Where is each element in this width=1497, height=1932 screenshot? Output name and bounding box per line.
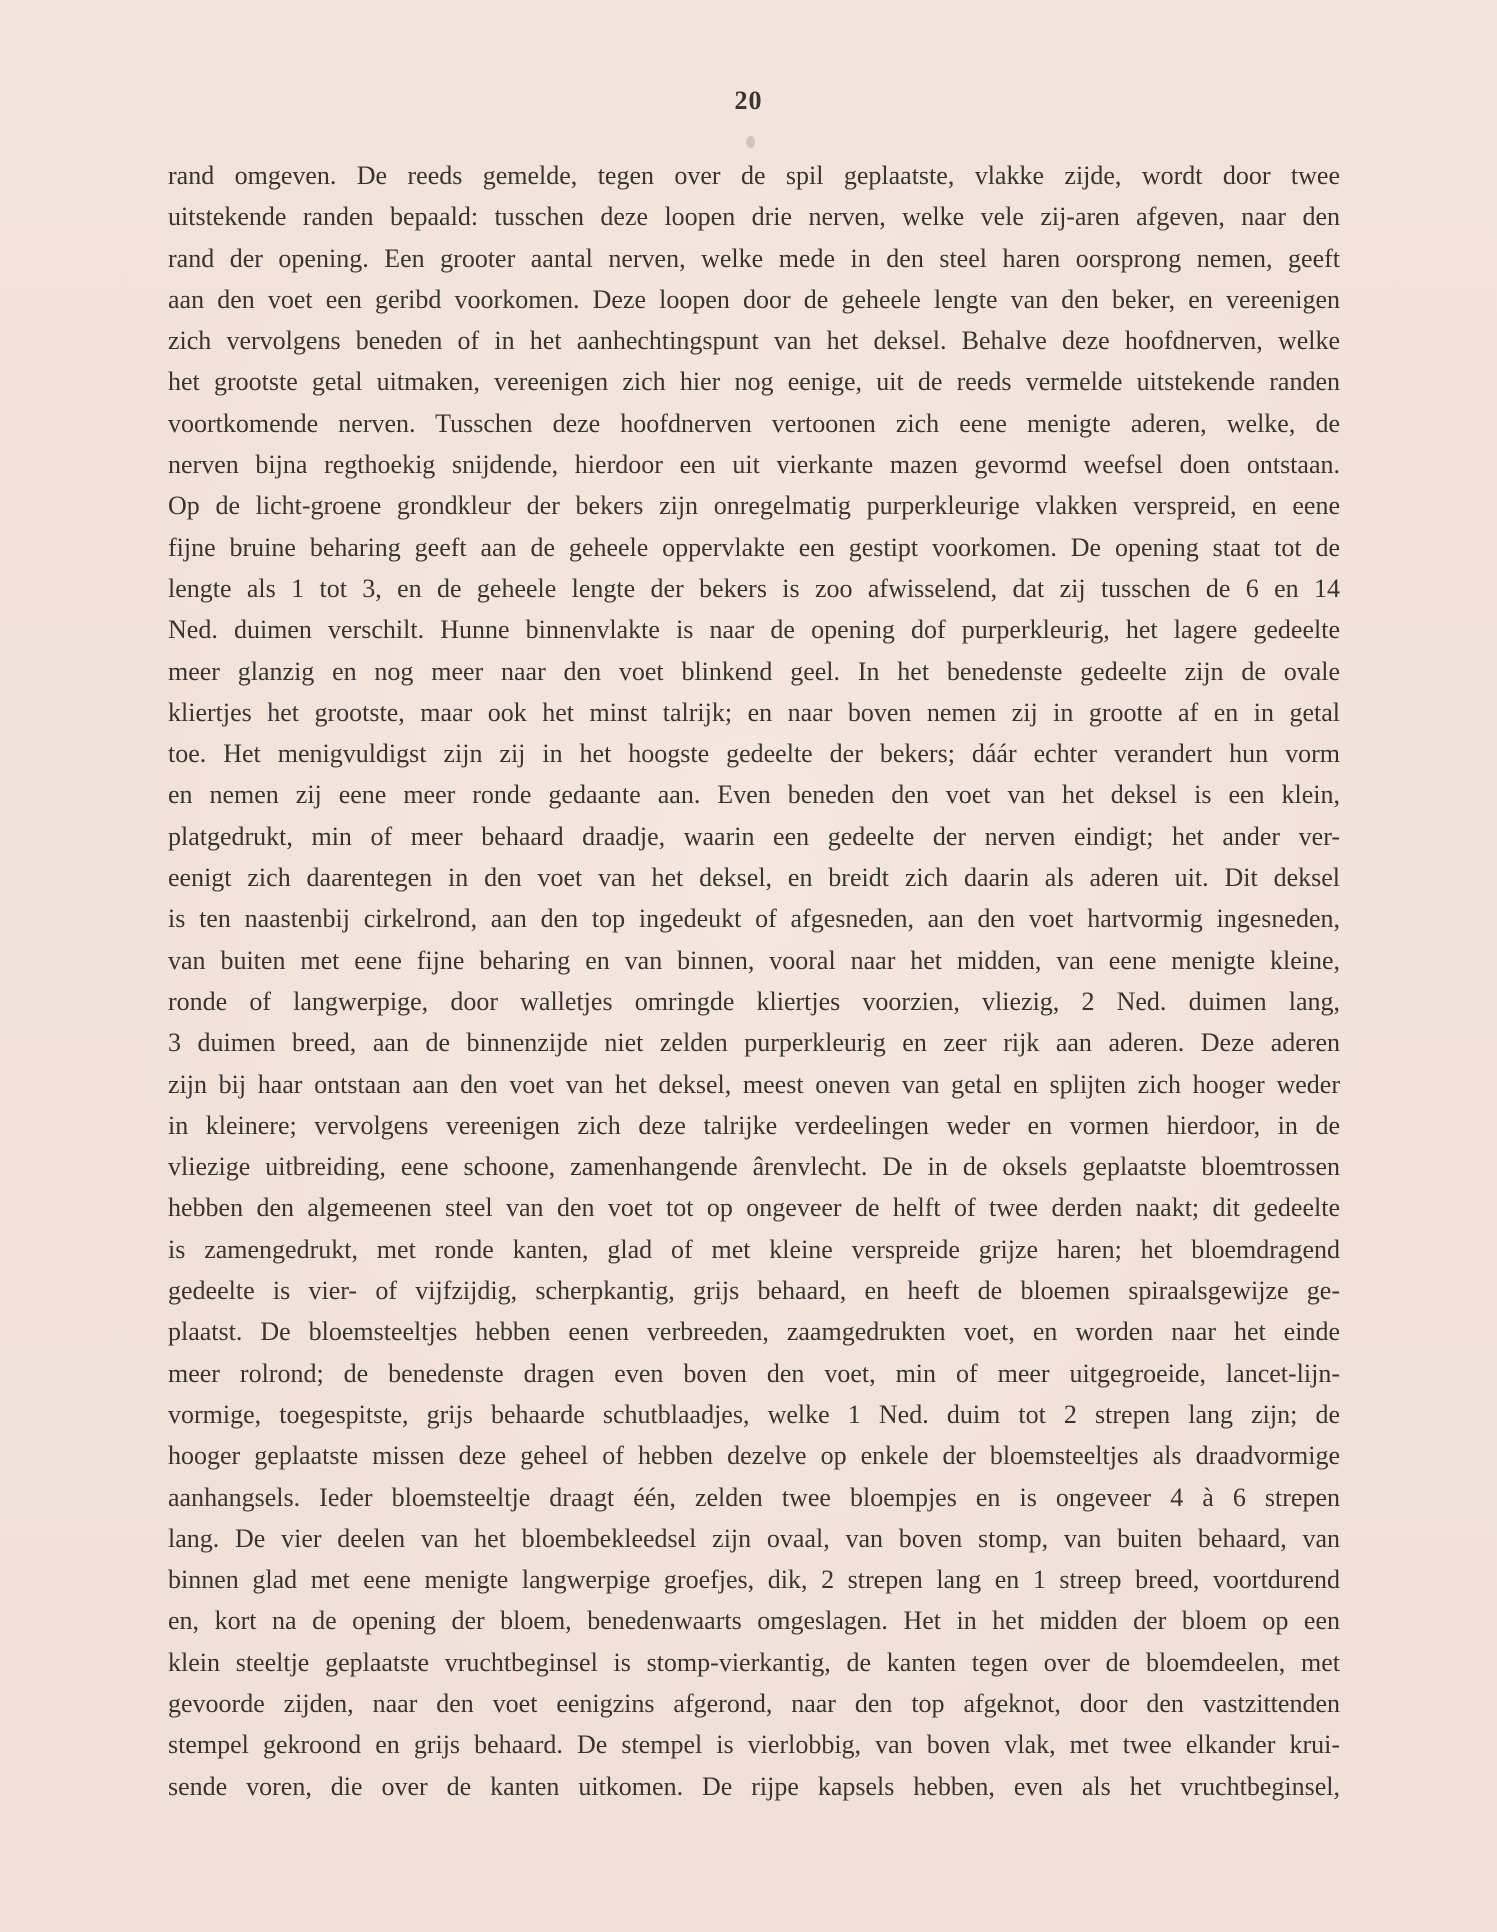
text-line: aanhangsels. Ieder bloemsteeltje draagt één, zelden twee bloempjes en is ongeveer 4 à 6 strepen: [168, 1482, 1340, 1512]
text-line: klein steeltje geplaatste vruchtbeginsel is stomp-vierkantig, de kanten tegen over de bloemdeelen, met: [168, 1647, 1340, 1677]
text-line: aan den voet een geribd voorkomen. Deze loopen door de geheele lengte van den beker, en vereenigen: [168, 284, 1340, 314]
text-line: en nemen zij eene meer ronde gedaante aan. Even beneden den voet van het deksel is een klein,: [168, 780, 1340, 810]
text-line: en, kort na de opening der bloem, benedenwaarts omgeslagen. Het in het midden der bloem op een: [168, 1606, 1340, 1636]
text-line: lengte als 1 tot 3, en de geheele lengte der bekers is zoo afwisselend, dat zij tusschen de 6 en 14: [168, 573, 1340, 603]
page-number: 20: [734, 86, 763, 115]
text-line: is ten naastenbij cirkelrond, aan den top ingedeukt of afgesneden, aan den voet hartvormig ingesneden,: [168, 904, 1340, 934]
text-line: van buiten met eene fijne beharing en van binnen, vooral naar het midden, van eene menigte kleine,: [168, 945, 1340, 975]
ink-spot: [746, 136, 755, 148]
text-line: zijn bij haar ontstaan aan den voet van het deksel, meest oneven van getal en splijten zich hooger weder: [168, 1069, 1340, 1099]
text-line: Op de licht-groene grondkleur der bekers zijn onregelmatig purperkleurige vlakken verspreid, en eene: [168, 491, 1340, 521]
text-line: is zamengedrukt, met ronde kanten, glad of met kleine verspreide grijze haren; het bloemdragend: [168, 1234, 1340, 1264]
text-line: stempel gekroond en grijs behaard. De stempel is vierlobbig, van boven vlak, met twee elkander krui-: [168, 1730, 1340, 1760]
text-line: meer glanzig en nog meer naar den voet blinkend geel. In het benedenste gedeelte zijn de ovale: [168, 656, 1340, 686]
text-line: lang. De vier deelen van het bloembekleedsel zijn ovaal, van boven stomp, van buiten behaard, van: [168, 1523, 1340, 1553]
text-line: gedeelte is vier- of vijfzijdig, scherpkantig, grijs behaard, en heeft de bloemen spiraalsgewijze ge-: [168, 1276, 1340, 1306]
text-line: rand der opening. Een grooter aantal nerven, welke mede in den steel haren oorsprong nemen, geeft: [168, 243, 1340, 273]
text-line: hebben den algemeenen steel van den voet tot op ongeveer de helft of twee derden naakt; dit gedeelte: [168, 1193, 1340, 1223]
body-text: [168, 155, 1340, 1807]
text-line: toe. Het menigvuldigst zijn zij in het hoogste gedeelte der bekers; dáár echter verandert hun vorm: [168, 739, 1340, 769]
text-line: ronde of langwerpige, door walletjes omringde kliertjes voorzien, vliezig, 2 Ned. duimen lang,: [168, 986, 1340, 1016]
text-line: nerven bijna regthoekig snijdende, hierdoor een uit vierkante mazen gevormd weefsel doen ontstaan.: [168, 450, 1340, 480]
text-line: platgedrukt, min of meer behaard draadje, waarin een gedeelte der nerven eindigt; het ander ver-: [168, 821, 1340, 851]
text-line: rand omgeven. De reeds gemelde, tegen over de spil geplaatste, vlakke zijde, wordt door twee: [168, 161, 1340, 190]
text-line: in kleinere; vervolgens vereenigen zich deze talrijke verdeelingen weder en vormen hierdoor, in de: [168, 1110, 1340, 1140]
text-line: hooger geplaatste missen deze geheel of hebben dezelve op enkele der bloemsteeltjes als draadvormige: [168, 1441, 1340, 1471]
text-line: fijne bruine beharing geeft aan de geheele oppervlakte een gestipt voorkomen. De opening staat tot de: [168, 532, 1340, 562]
text-line: gevoorde zijden, naar den voet eenigzins afgerond, naar den top afgeknot, door den vastzittenden: [168, 1688, 1340, 1718]
text-line: zich vervolgens beneden of in het aanhechtingspunt van het deksel. Behalve deze hoofdnerven, welke: [168, 326, 1340, 356]
text-line: het grootste getal uitmaken, vereenigen zich hier nog eenige, uit de reeds vermelde uitstekende randen: [168, 367, 1340, 397]
text-line: meer rolrond; de benedenste dragen even boven den voet, min of meer uitgegroeide, lancet-lijn-: [168, 1358, 1340, 1388]
text-line: binnen glad met eene menigte langwerpige groefjes, dik, 2 strepen lang en 1 streep breed, voortdurend: [168, 1565, 1340, 1595]
text-line: eenigt zich daarentegen in den voet van het deksel, en breidt zich daarin als aderen uit. Dit deksel: [168, 863, 1340, 893]
text-line: 3 duimen breed, aan de binnenzijde niet zelden purperkleurig en zeer rijk aan aderen. Deze aderen: [168, 1028, 1340, 1058]
text-line: kliertjes het grootste, maar ook het minst talrijk; en naar boven nemen zij in grootte af en in getal: [168, 697, 1340, 727]
text-line: voortkomende nerven. Tusschen deze hoofdnerven vertoonen zich eene menigte aderen, welke, de: [168, 408, 1340, 438]
text-line: uitstekende randen bepaald: tusschen deze loopen drie nerven, welke vele zij-aren afgeven, naar den: [168, 202, 1340, 232]
text-line: vliezige uitbreiding, eene schoone, zamenhangende ârenvlecht. De in de oksels geplaatste bloemtrossen: [168, 1152, 1340, 1182]
text-line: vormige, toegespitste, grijs behaarde schutblaadjes, welke 1 Ned. duim tot 2 strepen lang zijn; de: [168, 1399, 1340, 1429]
text-line: plaatst. De bloemsteeltjes hebben eenen verbreeden, zaamgedrukten voet, en worden naar het einde: [168, 1317, 1340, 1347]
text-line: sende voren, die over de kanten uitkomen. De rijpe kapsels hebben, even als het vruchtbeginsel,: [168, 1771, 1340, 1801]
text-line: Ned. duimen verschilt. Hunne binnenvlakte is naar de opening dof purperkleurig, het lagere gedeelte: [168, 615, 1340, 645]
